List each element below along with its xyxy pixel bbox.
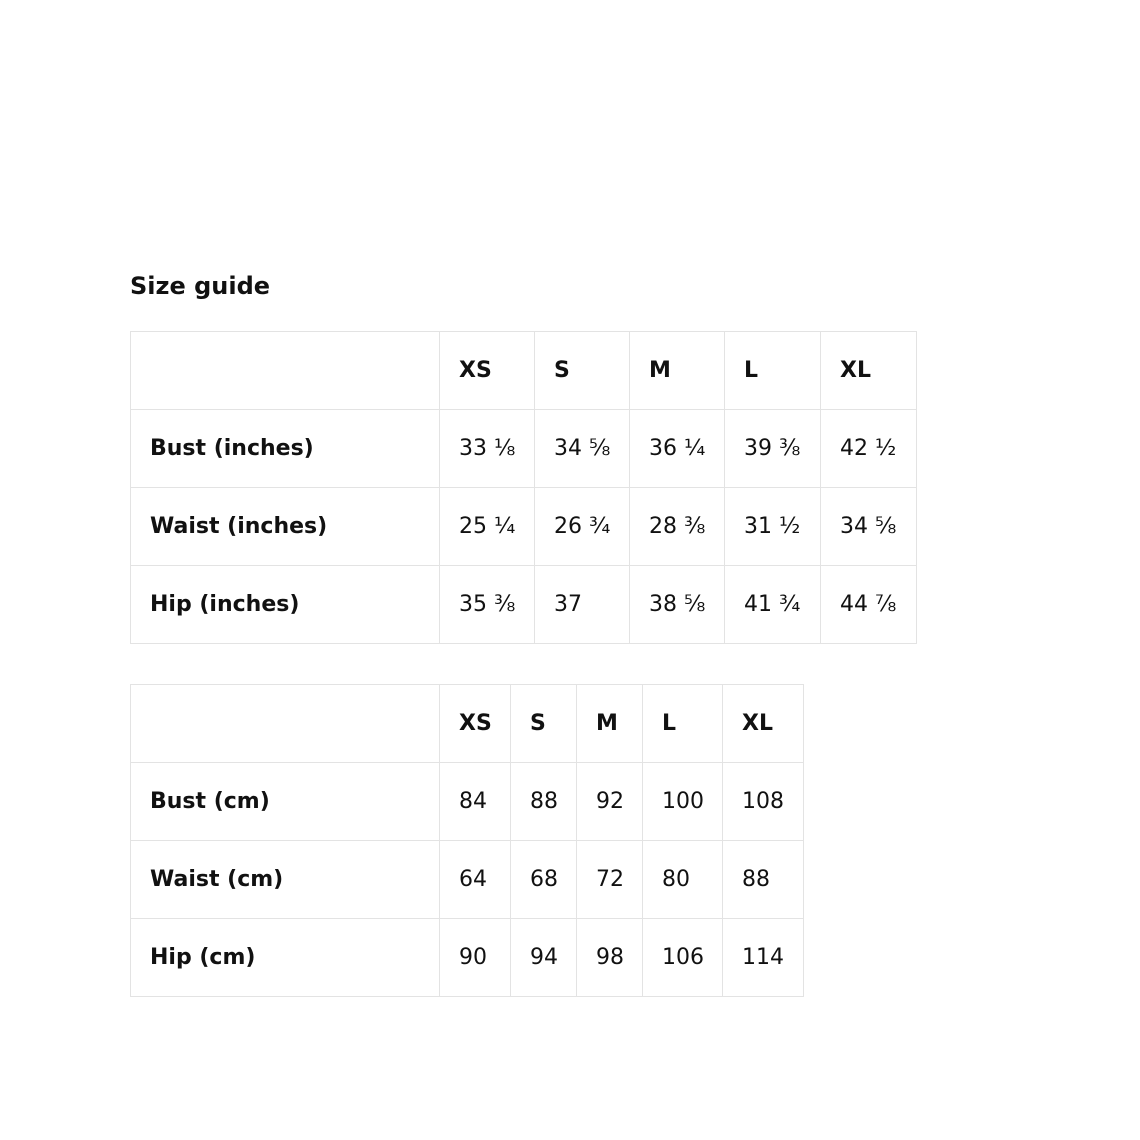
table-cell: 92 (577, 763, 643, 841)
header-cell-s: S (511, 685, 577, 763)
table-row (131, 841, 804, 919)
header-cell-l: L (725, 332, 821, 410)
header-row (131, 332, 917, 410)
table-cell: 34 ⅝ (535, 410, 630, 488)
header-cell-s: S (535, 332, 630, 410)
table-cell: 25 ¼ (440, 488, 535, 566)
table-cell: 90 (440, 919, 511, 997)
header-cell-xl: XL (821, 332, 917, 410)
table-cell: 64 (440, 841, 511, 919)
row-label: Waist (inches) (131, 488, 440, 566)
header-cell-empty (131, 332, 440, 410)
header-cell-m: M (630, 332, 725, 410)
header-cell-l: L (643, 685, 723, 763)
size-table-cm (130, 684, 804, 997)
table-cell: 39 ⅜ (725, 410, 821, 488)
table-cell: 114 (723, 919, 804, 997)
header-cell-m: M (577, 685, 643, 763)
table-cell: 100 (643, 763, 723, 841)
table-cell: 80 (643, 841, 723, 919)
table-cell: 36 ¼ (630, 410, 725, 488)
table-cell: 88 (511, 763, 577, 841)
table-row (131, 763, 804, 841)
table-cell: 88 (723, 841, 804, 919)
table-cell: 41 ¾ (725, 566, 821, 644)
table-cell: 108 (723, 763, 804, 841)
header-cell-xs: XS (440, 685, 511, 763)
row-label: Waist (cm) (131, 841, 440, 919)
table-row (131, 410, 917, 488)
table-cell: 38 ⅝ (630, 566, 725, 644)
table-cell: 84 (440, 763, 511, 841)
row-label: Bust (cm) (131, 763, 440, 841)
table-cell: 42 ½ (821, 410, 917, 488)
table-cell: 31 ½ (725, 488, 821, 566)
row-label: Hip (inches) (131, 566, 440, 644)
row-label: Hip (cm) (131, 919, 440, 997)
header-cell-empty (131, 685, 440, 763)
table-row (131, 566, 917, 644)
table-cell: 98 (577, 919, 643, 997)
table-cell: 34 ⅝ (821, 488, 917, 566)
table-cell: 68 (511, 841, 577, 919)
header-cell-xl: XL (723, 685, 804, 763)
table-cell: 35 ⅜ (440, 566, 535, 644)
header-row (131, 685, 804, 763)
header-cell-xs: XS (440, 332, 535, 410)
row-label: Bust (inches) (131, 410, 440, 488)
table-cell: 94 (511, 919, 577, 997)
page-title: Size guide (130, 272, 271, 300)
table-cell: 106 (643, 919, 723, 997)
table-row (131, 488, 917, 566)
table-cell: 26 ¾ (535, 488, 630, 566)
table-cell: 44 ⅞ (821, 566, 917, 644)
table-cell: 33 ⅛ (440, 410, 535, 488)
table-cell: 72 (577, 841, 643, 919)
size-table-inches (130, 331, 917, 644)
table-row (131, 919, 804, 997)
table-cell: 28 ⅜ (630, 488, 725, 566)
table-cell: 37 (535, 566, 630, 644)
